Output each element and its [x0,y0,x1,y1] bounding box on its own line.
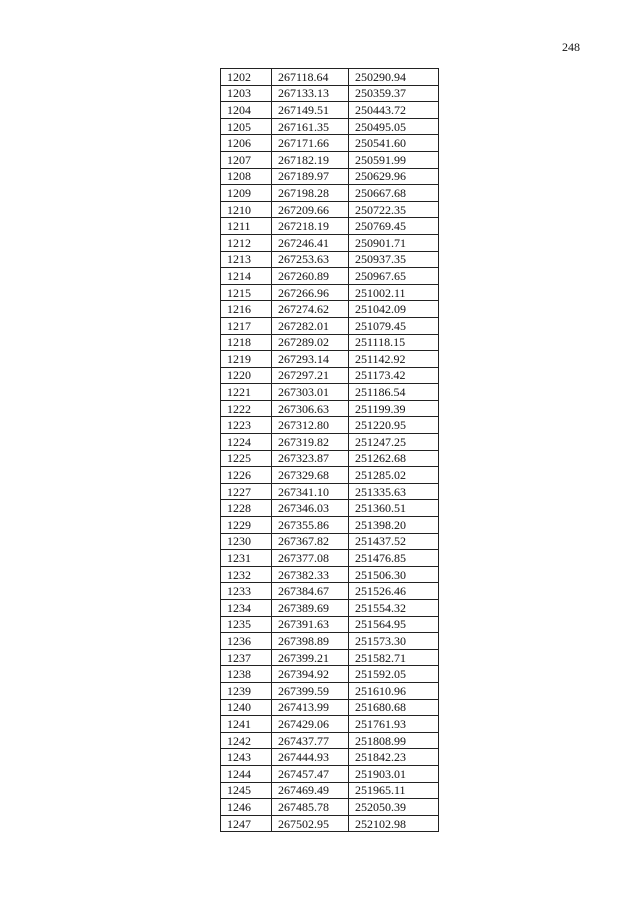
point-number-cell: 1203 [221,85,272,102]
x-coordinate-cell: 267341.10 [272,483,349,500]
x-coordinate-cell: 267394.92 [272,666,349,683]
table-row [221,168,439,185]
x-coordinate-cell: 267382.33 [272,566,349,583]
table-row [221,799,439,816]
point-number-cell: 1240 [221,699,272,716]
y-coordinate-cell: 251582.71 [349,649,439,666]
x-coordinate-cell: 267399.59 [272,682,349,699]
y-coordinate-cell: 250629.96 [349,168,439,185]
y-coordinate-cell: 251554.32 [349,600,439,617]
y-coordinate-cell: 250541.60 [349,135,439,152]
table-row [221,234,439,251]
table-row [221,417,439,434]
x-coordinate-cell: 267161.35 [272,118,349,135]
point-number-cell: 1225 [221,450,272,467]
point-number-cell: 1221 [221,384,272,401]
x-coordinate-cell: 267209.66 [272,201,349,218]
point-number-cell: 1241 [221,716,272,733]
point-number-cell: 1217 [221,317,272,334]
point-number-cell: 1216 [221,301,272,318]
point-number-cell: 1234 [221,600,272,617]
y-coordinate-cell: 251903.01 [349,765,439,782]
table-row [221,284,439,301]
y-coordinate-cell: 251002.11 [349,284,439,301]
x-coordinate-cell: 267377.08 [272,550,349,567]
y-coordinate-cell: 250495.05 [349,118,439,135]
point-number-cell: 1242 [221,732,272,749]
table-row [221,135,439,152]
x-coordinate-cell: 267485.78 [272,799,349,816]
x-coordinate-cell: 267391.63 [272,616,349,633]
x-coordinate-cell: 267413.99 [272,699,349,716]
point-number-cell: 1245 [221,782,272,799]
x-coordinate-cell: 267444.93 [272,749,349,766]
table-row [221,765,439,782]
y-coordinate-cell: 250667.68 [349,185,439,202]
x-coordinate-cell: 267502.95 [272,815,349,832]
x-coordinate-cell: 267355.86 [272,517,349,534]
x-coordinate-cell: 267319.82 [272,434,349,451]
y-coordinate-cell: 251680.68 [349,699,439,716]
y-coordinate-cell: 251079.45 [349,317,439,334]
y-coordinate-cell: 251398.20 [349,517,439,534]
x-coordinate-cell: 267429.06 [272,716,349,733]
x-coordinate-cell: 267253.63 [272,251,349,268]
point-number-cell: 1233 [221,583,272,600]
table-row [221,85,439,102]
y-coordinate-cell: 251173.42 [349,367,439,384]
x-coordinate-cell: 267246.41 [272,234,349,251]
page-number: 248 [562,40,580,54]
point-number-cell: 1209 [221,185,272,202]
point-number-cell: 1244 [221,765,272,782]
table-row [221,185,439,202]
y-coordinate-cell: 251118.15 [349,334,439,351]
y-coordinate-cell: 250937.35 [349,251,439,268]
x-coordinate-cell: 267260.89 [272,268,349,285]
table-row [221,749,439,766]
point-number-cell: 1247 [221,815,272,832]
x-coordinate-cell: 267218.19 [272,218,349,235]
point-number-cell: 1214 [221,268,272,285]
point-number-cell: 1202 [221,69,272,86]
table-row [221,649,439,666]
table-row [221,467,439,484]
x-coordinate-cell: 267182.19 [272,151,349,168]
point-number-cell: 1229 [221,517,272,534]
y-coordinate-cell: 250769.45 [349,218,439,235]
point-number-cell: 1222 [221,400,272,417]
y-coordinate-cell: 251437.52 [349,533,439,550]
table-row [221,732,439,749]
table-row [221,118,439,135]
x-coordinate-cell: 267399.21 [272,649,349,666]
point-number-cell: 1236 [221,633,272,650]
point-number-cell: 1210 [221,201,272,218]
table-row [221,666,439,683]
point-number-cell: 1223 [221,417,272,434]
x-coordinate-cell: 267289.02 [272,334,349,351]
point-number-cell: 1238 [221,666,272,683]
y-coordinate-cell: 250443.72 [349,102,439,119]
x-coordinate-cell: 267198.28 [272,185,349,202]
table-row [221,201,439,218]
point-number-cell: 1230 [221,533,272,550]
table-row [221,450,439,467]
y-coordinate-cell: 250359.37 [349,85,439,102]
y-coordinate-cell: 251042.09 [349,301,439,318]
y-coordinate-cell: 251285.02 [349,467,439,484]
point-number-cell: 1215 [221,284,272,301]
point-number-cell: 1235 [221,616,272,633]
table-row [221,434,439,451]
point-number-cell: 1232 [221,566,272,583]
x-coordinate-cell: 267303.01 [272,384,349,401]
x-coordinate-cell: 267329.68 [272,467,349,484]
x-coordinate-cell: 267133.13 [272,85,349,102]
point-number-cell: 1227 [221,483,272,500]
point-number-cell: 1208 [221,168,272,185]
y-coordinate-cell: 250901.71 [349,234,439,251]
point-number-cell: 1224 [221,434,272,451]
table-row [221,533,439,550]
point-number-cell: 1207 [221,151,272,168]
y-coordinate-cell: 252102.98 [349,815,439,832]
y-coordinate-cell: 251965.11 [349,782,439,799]
coordinates-table [220,68,439,832]
y-coordinate-cell: 251573.30 [349,633,439,650]
y-coordinate-cell: 251360.51 [349,500,439,517]
y-coordinate-cell: 251564.95 [349,616,439,633]
table-row [221,550,439,567]
point-number-cell: 1237 [221,649,272,666]
point-number-cell: 1211 [221,218,272,235]
table-row [221,384,439,401]
x-coordinate-cell: 267189.97 [272,168,349,185]
table-row [221,600,439,617]
y-coordinate-cell: 251247.25 [349,434,439,451]
point-number-cell: 1204 [221,102,272,119]
y-coordinate-cell: 251610.96 [349,682,439,699]
x-coordinate-cell: 267398.89 [272,633,349,650]
table-row [221,400,439,417]
x-coordinate-cell: 267457.47 [272,765,349,782]
y-coordinate-cell: 251842.23 [349,749,439,766]
x-coordinate-cell: 267171.66 [272,135,349,152]
x-coordinate-cell: 267266.96 [272,284,349,301]
point-number-cell: 1246 [221,799,272,816]
point-number-cell: 1231 [221,550,272,567]
y-coordinate-cell: 250290.94 [349,69,439,86]
y-coordinate-cell: 251761.93 [349,716,439,733]
table-row [221,566,439,583]
table-row [221,682,439,699]
table-row [221,815,439,832]
table-row [221,351,439,368]
point-number-cell: 1212 [221,234,272,251]
table-row [221,251,439,268]
y-coordinate-cell: 251199.39 [349,400,439,417]
x-coordinate-cell: 267384.67 [272,583,349,600]
x-coordinate-cell: 267346.03 [272,500,349,517]
coordinates-table-body [221,69,439,832]
y-coordinate-cell: 250967.65 [349,268,439,285]
table-row [221,218,439,235]
y-coordinate-cell: 251808.99 [349,732,439,749]
x-coordinate-cell: 267389.69 [272,600,349,617]
point-number-cell: 1205 [221,118,272,135]
table-row [221,699,439,716]
table-row [221,483,439,500]
y-coordinate-cell: 250591.99 [349,151,439,168]
point-number-cell: 1220 [221,367,272,384]
table-row [221,616,439,633]
y-coordinate-cell: 251506.30 [349,566,439,583]
y-coordinate-cell: 251142.92 [349,351,439,368]
y-coordinate-cell: 252050.39 [349,799,439,816]
point-number-cell: 1226 [221,467,272,484]
x-coordinate-cell: 267306.63 [272,400,349,417]
table-row [221,583,439,600]
point-number-cell: 1206 [221,135,272,152]
table-row [221,633,439,650]
table-row [221,151,439,168]
point-number-cell: 1228 [221,500,272,517]
table-row [221,317,439,334]
x-coordinate-cell: 267323.87 [272,450,349,467]
y-coordinate-cell: 251262.68 [349,450,439,467]
table-row [221,367,439,384]
x-coordinate-cell: 267293.14 [272,351,349,368]
x-coordinate-cell: 267149.51 [272,102,349,119]
x-coordinate-cell: 267437.77 [272,732,349,749]
x-coordinate-cell: 267274.62 [272,301,349,318]
table-row [221,517,439,534]
x-coordinate-cell: 267282.01 [272,317,349,334]
y-coordinate-cell: 251592.05 [349,666,439,683]
x-coordinate-cell: 267469.49 [272,782,349,799]
point-number-cell: 1219 [221,351,272,368]
x-coordinate-cell: 267367.82 [272,533,349,550]
point-number-cell: 1213 [221,251,272,268]
point-number-cell: 1239 [221,682,272,699]
y-coordinate-cell: 251186.54 [349,384,439,401]
table-row [221,301,439,318]
table-row [221,334,439,351]
y-coordinate-cell: 251220.95 [349,417,439,434]
x-coordinate-cell: 267312.80 [272,417,349,434]
x-coordinate-cell: 267297.21 [272,367,349,384]
y-coordinate-cell: 251476.85 [349,550,439,567]
table-row [221,782,439,799]
y-coordinate-cell: 251335.63 [349,483,439,500]
table-row [221,69,439,86]
point-number-cell: 1243 [221,749,272,766]
y-coordinate-cell: 251526.46 [349,583,439,600]
table-row [221,500,439,517]
x-coordinate-cell: 267118.64 [272,69,349,86]
point-number-cell: 1218 [221,334,272,351]
table-row [221,716,439,733]
y-coordinate-cell: 250722.35 [349,201,439,218]
table-row [221,268,439,285]
table-row [221,102,439,119]
